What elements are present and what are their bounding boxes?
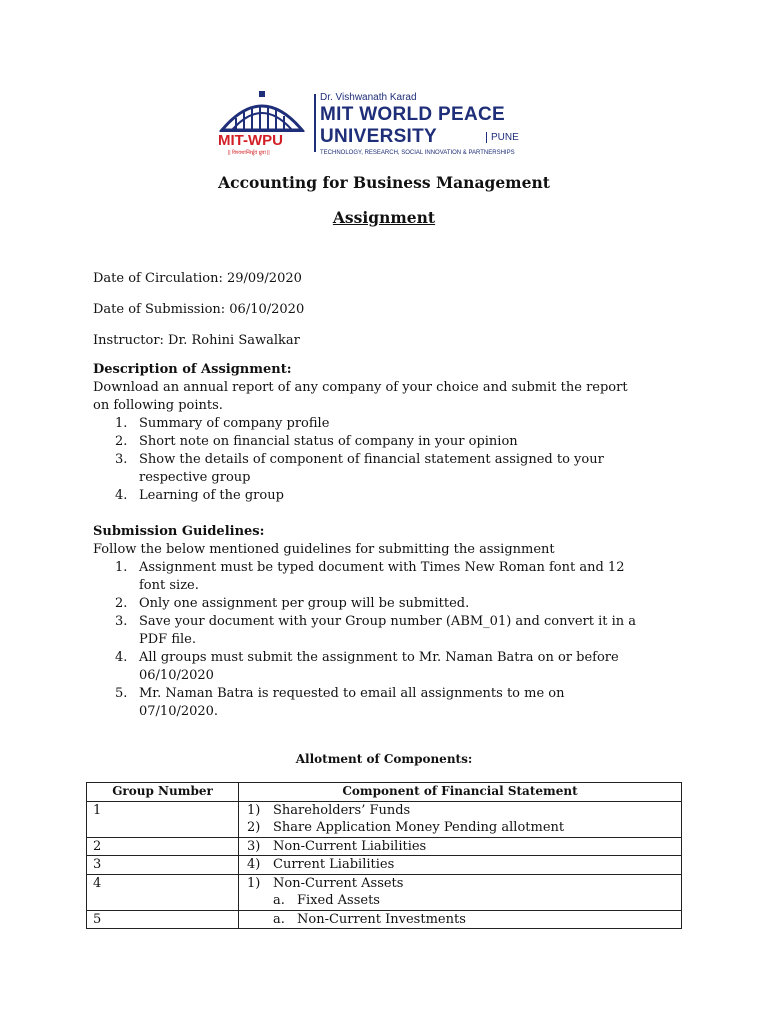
- list-item: [115, 452, 604, 467]
- list-text: Only one assignment per group will be submitted.: [139, 596, 470, 611]
- logo-city: PUNE: [486, 132, 519, 143]
- list-text: Mr. Naman Batra is requested to email all assignments to me on: [139, 686, 565, 701]
- component-entry: [245, 838, 675, 856]
- description-intro-cont: on following points.: [93, 398, 223, 413]
- group-cell: 2: [87, 837, 239, 856]
- list-number: 2.: [115, 434, 128, 449]
- component-cell: [239, 856, 682, 875]
- list-item: [115, 650, 619, 665]
- list-text-cont: PDF file.: [139, 632, 196, 647]
- component-subentry: [245, 911, 675, 929]
- list-text-cont: respective group: [139, 470, 251, 485]
- logo-name-line1: MIT WORLD PEACE: [320, 104, 505, 125]
- group-cell: 5: [87, 910, 239, 929]
- list-text: Learning of the group: [139, 488, 284, 503]
- component-entry: [245, 875, 675, 893]
- entry-text: Share Application Money Pending allotment: [273, 820, 565, 835]
- list-item: [115, 614, 636, 629]
- list-text: Summary of company profile: [139, 416, 330, 431]
- list-number: 4.: [115, 650, 128, 665]
- component-entry: [245, 819, 675, 837]
- components-table: [86, 782, 682, 929]
- list-item: [115, 560, 624, 575]
- list-text-cont: 07/10/2020.: [139, 704, 219, 719]
- entry-number: a.: [273, 911, 285, 927]
- list-text-cont: font size.: [139, 578, 199, 593]
- list-number: 1.: [115, 416, 128, 431]
- group-cell: 1: [87, 801, 239, 837]
- component-cell: [239, 837, 682, 856]
- instructor: Instructor: Dr. Rohini Sawalkar: [93, 333, 300, 348]
- description-intro: Download an annual report of any company of your choice and submit the report: [93, 380, 628, 395]
- list-item: [115, 416, 329, 431]
- list-text-cont: 06/10/2020: [139, 668, 214, 683]
- allotment-heading: Allotment of Components:: [295, 752, 473, 766]
- logo-motto: || विश्वशान्तिर्ध्रुवं ध्रुवा ||: [228, 150, 270, 156]
- table-row: [87, 874, 682, 910]
- list-number: 1.: [115, 560, 128, 575]
- list-item: [115, 434, 518, 449]
- logo-divider: [314, 94, 316, 152]
- component-subentry: [245, 892, 675, 910]
- group-cell: 4: [87, 874, 239, 910]
- entry-text: Shareholders’ Funds: [273, 802, 411, 818]
- list-number: 3.: [115, 614, 128, 629]
- document-subtitle: [0, 208, 768, 227]
- logo-founder: Dr. Vishwanath Karad: [320, 92, 417, 103]
- list-item: [115, 596, 469, 611]
- list-item: [115, 488, 284, 503]
- university-logo: [214, 88, 554, 164]
- subtitle-text: Assignment: [332, 208, 436, 227]
- component-entry: [245, 856, 675, 874]
- entry-number: 1): [247, 802, 261, 818]
- table-row: [87, 910, 682, 929]
- entry-text: Non-Current Liabilities: [273, 838, 427, 854]
- logo-tagline: TECHNOLOGY, RESEARCH, SOCIAL INNOVATION & PARTNERSHIPS: [320, 150, 515, 156]
- guidelines-heading: Submission Guidelines:: [93, 524, 265, 539]
- logo-abbreviation: MIT-WPU: [218, 132, 283, 149]
- entry-number: 4): [247, 857, 261, 872]
- list-number: 5.: [115, 686, 128, 701]
- table-row: [87, 837, 682, 856]
- entry-number: 2): [247, 820, 261, 835]
- list-text: Show the details of component of financial statement assigned to your: [139, 452, 604, 467]
- entry-number: a.: [273, 893, 285, 908]
- logo-name-line2: UNIVERSITY: [320, 126, 438, 147]
- column-header: Group Number: [87, 783, 239, 802]
- column-header: Component of Financial Statement: [239, 783, 682, 802]
- description-heading: Description of Assignment:: [93, 362, 292, 377]
- entry-text: Non-Current Assets: [273, 875, 404, 891]
- document-title: Accounting for Business Management: [218, 173, 550, 192]
- list-number: 2.: [115, 596, 128, 611]
- component-cell: [239, 910, 682, 929]
- guidelines-intro: Follow the below mentioned guidelines for submitting the assignment: [93, 542, 555, 557]
- component-cell: [239, 874, 682, 910]
- list-text: Short note on financial status of company in your opinion: [139, 434, 518, 449]
- entry-text: Fixed Assets: [297, 893, 380, 908]
- table-row: [87, 801, 682, 837]
- list-number: 3.: [115, 452, 128, 467]
- component-entry: [245, 802, 675, 820]
- date-of-circulation: Date of Circulation: 29/09/2020: [93, 271, 302, 286]
- entry-text: Non-Current Investments: [297, 911, 466, 927]
- date-of-submission: Date of Submission: 06/10/2020: [93, 302, 305, 317]
- list-text: All groups must submit the assignment to Mr. Naman Batra on or before: [139, 650, 619, 665]
- component-cell: [239, 801, 682, 837]
- entry-number: 1): [247, 875, 261, 891]
- table-row: [87, 856, 682, 875]
- entry-number: 3): [247, 838, 261, 854]
- list-text: Assignment must be typed document with Times New Roman font and 12: [139, 560, 625, 575]
- table-header-row: [87, 783, 682, 802]
- group-cell: 3: [87, 856, 239, 875]
- logo-wordmark: [320, 88, 560, 164]
- list-text: Save your document with your Group number (ABM_01) and convert it in a: [139, 614, 637, 629]
- list-number: 4.: [115, 488, 128, 503]
- list-item: [115, 686, 565, 701]
- entry-text: Current Liabilities: [273, 857, 395, 872]
